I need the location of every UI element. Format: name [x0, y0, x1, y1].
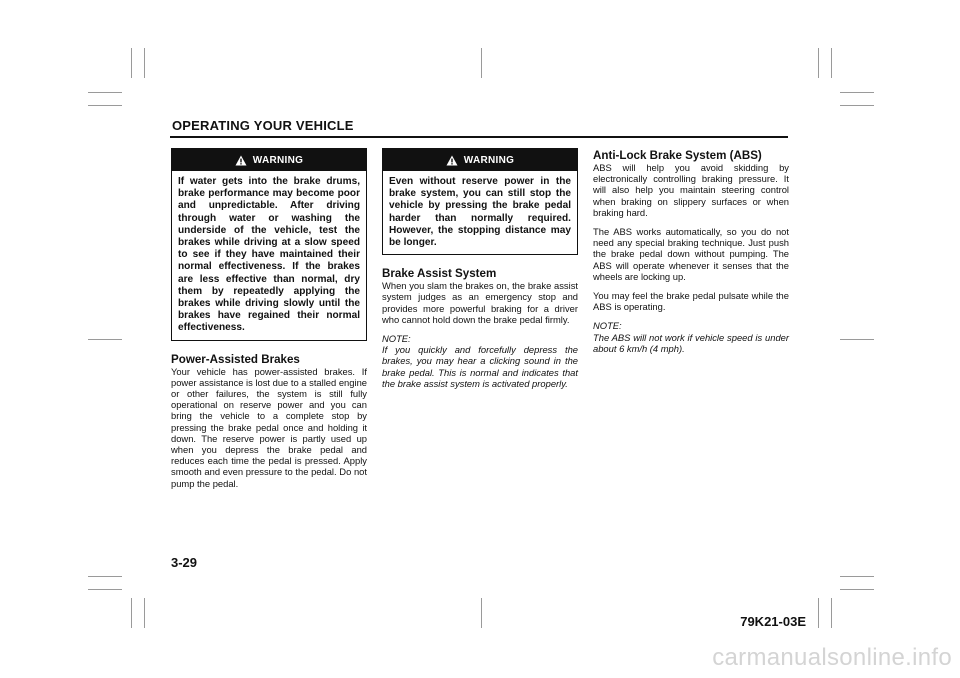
- warning-header: [383, 149, 577, 171]
- note-label: NOTE:: [593, 320, 622, 332]
- note-abs: The ABS will not work if vehicle speed is under about 6 km/h (4 mph).: [593, 331, 789, 354]
- paragraph-abs-3: You may feel the brake pedal pulsate while the ABS is operating.: [593, 290, 789, 313]
- watermark: carmanualsonline.info: [712, 644, 952, 671]
- paragraph-brake-assist: When you slam the brakes on, the brake assist system judges as an emergency stop and provides more powerful braking for a driver who cannot hold down the brake pedal firmly.: [382, 280, 578, 325]
- heading-brake-assist: Brake Assist System: [382, 267, 497, 281]
- header-rule: [170, 136, 788, 138]
- warning-text: If water gets into the brake drums, brake performance may become poor and unpredictable. After driving through water or washing the underside of the vehicle, test the brakes while driving at a slow speed to see if they have maintained their normal effectiveness. If the brakes are less effective than normal, dry them by repeatedly applying the brakes while driving slowly until the brakes have regained their normal effectiveness.: [178, 176, 360, 334]
- heading-abs: Anti-Lock Brake System (ABS): [593, 149, 762, 162]
- paragraph-abs-2: The ABS works automatically, so you do not need any special braking technique. Just push the brake pedal down without pumping. The ABS will operate whenever it senses that the wheels are locking up.: [593, 226, 789, 282]
- note-label: NOTE:: [382, 333, 411, 345]
- warning-label: WARNING: [463, 154, 515, 166]
- page-section-title: OPERATING YOUR VEHICLE: [172, 118, 354, 133]
- column-right: [593, 148, 789, 362]
- warning-header: [172, 149, 366, 171]
- column-middle: [382, 148, 578, 397]
- note-brake-assist: If you quickly and forcefully depress the brakes, you may hear a clicking sound in the brake pedal. This is normal and indicates that the brake assist system is activated properly.: [382, 344, 578, 389]
- column-left: [171, 148, 367, 497]
- warning-box-water: [171, 148, 367, 341]
- paragraph-abs-1: ABS will help you avoid skidding by electronically controlling braking pressure. It will also help you maintain steering control when braking on slippery surfaces or when braking hard.: [593, 162, 789, 218]
- heading-power-assisted: Power-Assisted Brakes: [171, 352, 300, 366]
- warning-label: WARNING: [252, 154, 304, 166]
- paragraph-power-assisted: Your vehicle has power-assisted brakes. If power assistance is lost due to a stalled engine or other failures, the system is still fully operational on reserve power and you can bring the vehicle to a complete stop by pressing the brake pedal once and holding it down. The reserve power is partly used up when you depress the brake pedal and reduces each time the pedal is pressed. Apply smooth and even pressure to the pedal. Do not pump the pedal.: [171, 365, 367, 489]
- page-number: 3-29: [171, 555, 198, 570]
- warning-triangle-icon: [235, 155, 247, 166]
- warning-text: Even without reserve power in the brake system, you can still stop the vehicle by pressing the brake pedal harder than normally required. However, the stopping distance may be longer.: [389, 176, 571, 249]
- warning-box-reserve-power: [382, 148, 578, 255]
- warning-triangle-icon: [446, 155, 458, 166]
- document-code: 79K21-03E: [740, 614, 806, 629]
